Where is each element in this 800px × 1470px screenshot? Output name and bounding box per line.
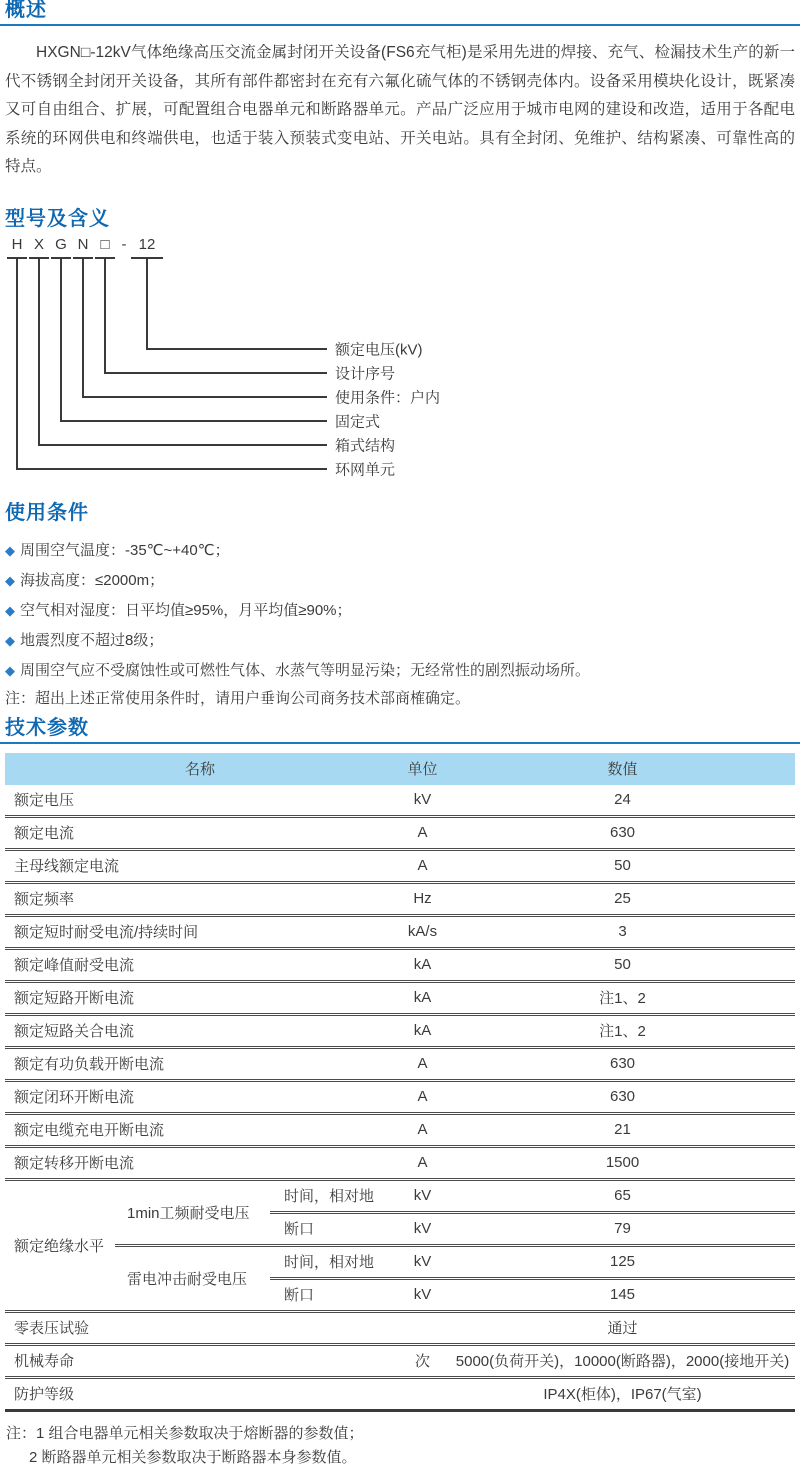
param-name: 时间，相对地: [270, 1245, 395, 1278]
param-unit: A: [395, 1080, 450, 1113]
diamond-bullet-icon: ◆: [5, 662, 15, 678]
condition-text: 海拔高度：≤2000m；: [20, 571, 165, 589]
param-unit: 次: [395, 1344, 450, 1377]
param-unit: kV: [395, 1179, 450, 1212]
param-value: 50: [450, 849, 795, 882]
code-dash: -: [121, 235, 127, 253]
connector-line: [60, 259, 62, 421]
overview-paragraph: HXGN□-12kV气体绝缘高压交流金属封闭开关设备(FS6充气柜)是采用先进的焊接、充气、检漏技术生产的新一代不锈钢全封闭开关设备，其所有部件都密封在充有六氟化硫气体的不锈钢壳体内。设备采用模块化设计，既紧凑又可自由组合、扩展，可配置组合电器单元和断路器单元。产品广泛应用于城市电网的建设和改造，适用于各配电系统的环网供电和终端供电，也适于装入预装式变电站、开关电站。具有全封闭、免维护、结构紧凑、可靠性高的特点。: [5, 44, 795, 175]
param-unit: kA: [395, 948, 450, 981]
table-row: [5, 816, 795, 849]
connector-line: [16, 468, 327, 470]
code-box-symbol: □: [95, 235, 115, 259]
param-unit: A: [395, 849, 450, 882]
param-name: 额定短路开断电流: [5, 981, 395, 1014]
condition-text: 周围空气应不受腐蚀性或可燃性气体、水蒸气等明显污染；无经常性的剧烈振动场所。: [20, 661, 591, 679]
connector-line: [38, 259, 40, 445]
legend-ring-unit: 环网单元: [335, 461, 396, 478]
param-value: 65: [450, 1179, 795, 1212]
param-unit: A: [395, 816, 450, 849]
column-header-unit: 单位: [395, 753, 450, 785]
param-name: 时间，相对地: [270, 1179, 395, 1212]
legend-rated-voltage: 额定电压(kV): [335, 341, 423, 358]
table-row: [5, 1344, 795, 1377]
param-name: 额定闭环开断电流: [5, 1080, 395, 1113]
condition-text: 地震烈度不超过8级；: [20, 631, 164, 649]
param-value: 25: [450, 882, 795, 915]
insulation-group-label: 额定绝缘水平: [5, 1179, 115, 1311]
param-value: 79: [450, 1212, 795, 1245]
table-row-insulation: [5, 1179, 795, 1212]
connector-line: [38, 444, 327, 446]
param-value: IP4X(柜体)，IP67(气室): [450, 1377, 795, 1410]
param-name: 主母线额定电流: [5, 849, 395, 882]
param-value: 50: [450, 948, 795, 981]
table-row: [5, 948, 795, 981]
table-row: [5, 1080, 795, 1113]
table-notes: [6, 1422, 800, 1470]
param-name: 机械寿命: [5, 1344, 395, 1377]
insulation-subgroup-label: 雷电冲击耐受电压: [115, 1245, 270, 1311]
param-unit: [395, 1311, 450, 1344]
param-name: 额定电缆充电开断电流: [5, 1113, 395, 1146]
param-unit: kV: [395, 1212, 450, 1245]
column-header-value: 数值: [450, 753, 795, 785]
param-unit: Hz: [395, 882, 450, 915]
param-name: 额定频率: [5, 882, 395, 915]
diamond-bullet-icon: ◆: [5, 602, 15, 618]
table-row: [5, 1311, 795, 1344]
diamond-bullet-icon: ◆: [5, 572, 15, 588]
param-value: 3: [450, 915, 795, 948]
code-letter-x: X: [29, 235, 49, 259]
param-unit: kV: [395, 1278, 450, 1311]
condition-text: 空气相对湿度：日平均值≥95%，月平均值≥90%；: [20, 601, 352, 619]
table-row: [5, 785, 795, 817]
table-row: [5, 882, 795, 915]
param-value: 注1、2: [450, 981, 795, 1014]
connector-line: [146, 348, 327, 350]
param-name: 额定峰值耐受电流: [5, 948, 395, 981]
code-letter-g: G: [51, 235, 71, 259]
param-value: 630: [450, 1080, 795, 1113]
connector-line: [146, 259, 148, 349]
table-note-1: 注：1 组合电器单元相关参数取决于熔断器的参数值；: [6, 1424, 364, 1442]
param-name: 零表压试验: [5, 1311, 395, 1344]
table-row-insulation: [5, 1245, 795, 1278]
param-unit: A: [395, 1146, 450, 1179]
params-title-rule: [0, 742, 800, 744]
table-note-2: 2 断路器单元相关参数取决于断路器本身参数值。: [29, 1448, 357, 1466]
table-row: [5, 1113, 795, 1146]
parameters-table: [5, 753, 795, 1412]
connector-line: [82, 259, 84, 397]
overview-section-title: 概述: [5, 0, 47, 21]
param-value: 145: [450, 1278, 795, 1311]
connector-line: [104, 372, 327, 374]
table-row: [5, 1146, 795, 1179]
code-letter-n: N: [73, 235, 93, 259]
param-value: 630: [450, 816, 795, 849]
param-name: 额定短时耐受电流/持续时间: [5, 915, 395, 948]
list-item: [5, 536, 800, 566]
param-name: 额定有功负载开断电流: [5, 1047, 395, 1080]
conditions-note: 注：超出上述正常使用条件时，请用户垂询公司商务技术部商榷确定。: [5, 689, 471, 707]
connector-line: [104, 259, 106, 373]
param-value: 1500: [450, 1146, 795, 1179]
param-name: 额定电压: [5, 785, 395, 817]
conditions-list: [5, 536, 800, 686]
connector-line: [82, 396, 327, 398]
param-unit: kV: [395, 1245, 450, 1278]
param-name: 断口: [270, 1212, 395, 1245]
param-value: 通过: [450, 1311, 795, 1344]
overview-title-rule: [0, 24, 800, 26]
table-row: [5, 981, 795, 1014]
param-unit: kA/s: [395, 915, 450, 948]
code-number-12: 12: [131, 235, 163, 259]
param-unit: A: [395, 1113, 450, 1146]
connector-line: [16, 259, 18, 469]
connector-line: [60, 420, 327, 422]
condition-text: 周围空气温度：-35℃~+40℃；: [20, 541, 230, 559]
param-name: 额定短路关合电流: [5, 1014, 395, 1047]
param-value: 21: [450, 1113, 795, 1146]
param-value: 5000(负荷开关)，10000(断路器)，2000(接地开关): [450, 1344, 795, 1377]
param-value: 630: [450, 1047, 795, 1080]
legend-fixed-type: 固定式: [335, 413, 381, 430]
legend-box-structure: 箱式结构: [335, 437, 396, 454]
param-unit: [395, 1377, 450, 1410]
param-unit: A: [395, 1047, 450, 1080]
param-unit: kA: [395, 1014, 450, 1047]
param-name: 额定电流: [5, 816, 395, 849]
list-item: [5, 626, 800, 656]
model-code-diagram: [5, 235, 800, 487]
legend-usage-indoor: 使用条件：户内: [335, 389, 441, 406]
param-name: 断口: [270, 1278, 395, 1311]
list-item: [5, 656, 800, 686]
table-row: [5, 1377, 795, 1410]
legend-design-serial: 设计序号: [335, 365, 396, 382]
table-header-row: [5, 753, 795, 785]
param-value: 注1、2: [450, 1014, 795, 1047]
column-header-name: 名称: [5, 753, 395, 785]
diamond-bullet-icon: ◆: [5, 542, 15, 558]
param-value: 24: [450, 785, 795, 817]
table-row: [5, 915, 795, 948]
code-letter-h: H: [7, 235, 27, 259]
list-item: [5, 566, 800, 596]
table-row: [5, 1047, 795, 1080]
conditions-section-title: 使用条件: [5, 501, 89, 524]
insulation-subgroup-label: 1min工频耐受电压: [115, 1179, 270, 1245]
param-unit: kA: [395, 981, 450, 1014]
table-row: [5, 849, 795, 882]
params-section-title: 技术参数: [5, 716, 89, 739]
param-value: 125: [450, 1245, 795, 1278]
table-row: [5, 1014, 795, 1047]
model-section-title: 型号及含义: [5, 207, 110, 230]
param-unit: kV: [395, 785, 450, 817]
list-item: [5, 596, 800, 626]
diamond-bullet-icon: ◆: [5, 632, 15, 648]
param-name: 额定转移开断电流: [5, 1146, 395, 1179]
param-name: 防护等级: [5, 1377, 395, 1410]
